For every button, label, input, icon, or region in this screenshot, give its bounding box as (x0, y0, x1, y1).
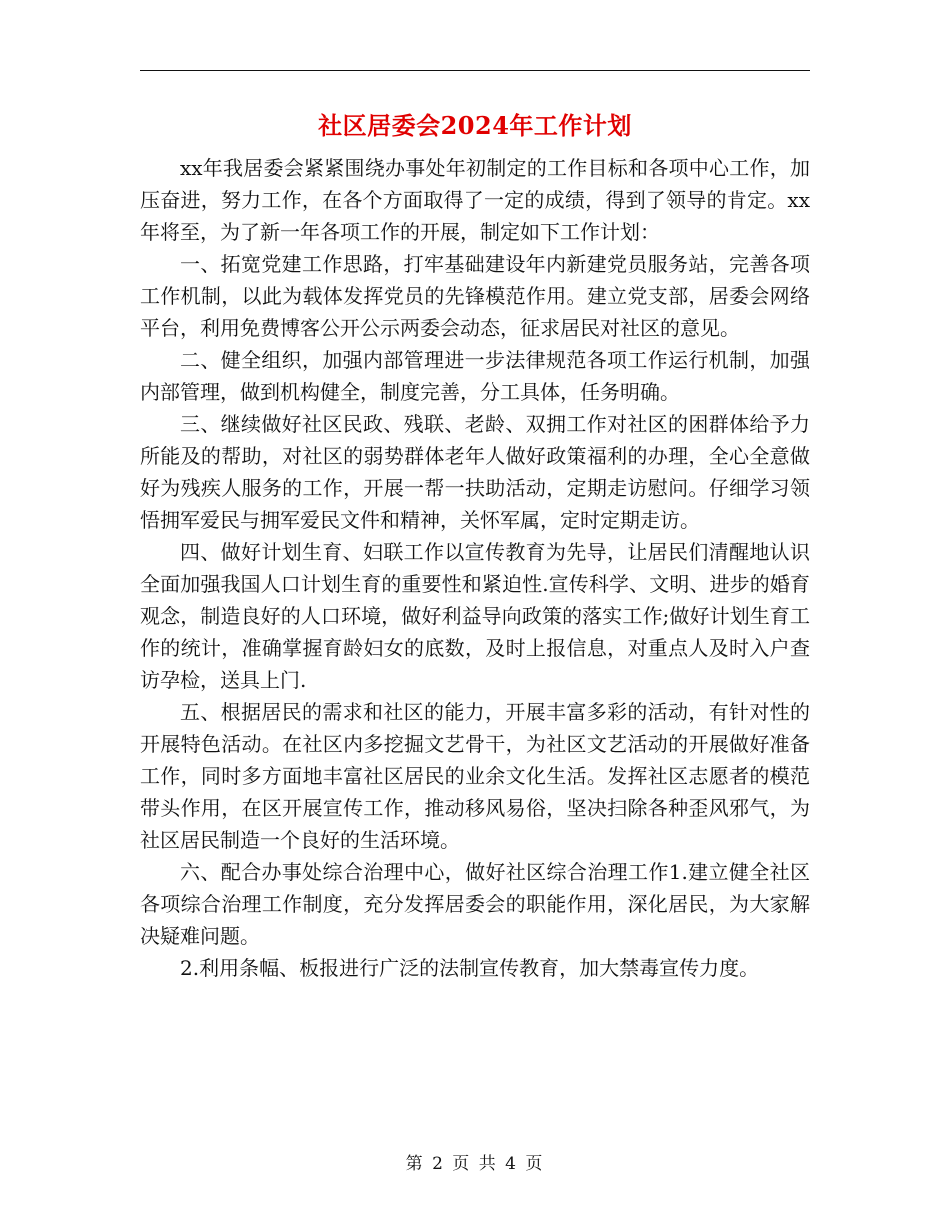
paragraph-intro: xx年我居委会紧紧围绕办事处年初制定的工作目标和各项中心工作，加压奋进，努力工作，在各个方面取得了一定的成绩，得到了领导的肯定。xx年将至，为了新一年各项工作的开展，制定如下工作计划： (140, 156, 810, 244)
document-body (140, 152, 810, 984)
paragraph-section-4: 四、做好计划生育、妇联工作以宣传教育为先导，让居民们清醒地认识全面加强我国人口计划生育的重要性和紧迫性.宣传科学、文明、进步的婚育观念，制造良好的人口环境，做好利益导向政策的落实工作;做好计划生育工作的统计，准确掌握育龄妇女的底数，及时上报信息，对重点人及时入户查访孕检，送具上门. (140, 540, 810, 692)
page-number-footer: 第 2 页 共 4 页 (405, 1154, 545, 1174)
header-rule (140, 70, 810, 71)
paragraph-section-5: 五、根据居民的需求和社区的能力，开展丰富多彩的活动，有针对性的开展特色活动。在社区内多挖掘文艺骨干，为社区文艺活动的开展做好准备工作，同时多方面地丰富社区居民的业余文化生活。发挥社区志愿者的模范带头作用，在区开展宣传工作，推动移风易俗，坚决扫除各种歪风邪气，为社区居民制造一个良好的生活环境。 (140, 700, 810, 852)
paragraph-section-6: 六、配合办事处综合治理中心，做好社区综合治理工作1.建立健全社区各项综合治理工作制度，充分发挥居委会的职能作用，深化居民，为大家解决疑难问题。 (140, 860, 810, 948)
paragraph-section-3: 三、继续做好社区民政、残联、老龄、双拥工作对社区的困群体给予力所能及的帮助，对社区的弱势群体老年人做好政策福利的办理，全心全意做好为残疾人服务的工作，开展一帮一扶助活动，定期走访慰问。仔细学习领悟拥军爱民与拥军爱民文件和精神，关怀军属，定时定期走访。 (140, 412, 810, 532)
document-title: 社区居委会2024年工作计划 (318, 111, 632, 140)
paragraph-item-2: 2.利用条幅、板报进行广泛的法制宣传教育，加大禁毒宣传力度。 (180, 956, 760, 980)
paragraph-section-2: 二、健全组织，加强内部管理进一步法律规范各项工作运行机制，加强内部管理，做到机构健全，制度完善，分工具体，任务明确。 (140, 348, 810, 404)
paragraph-section-1: 一、拓宽党建工作思路，打牢基础建设年内新建党员服务站，完善各项工作机制，以此为载体发挥党员的先锋模范作用。建立党支部，居委会网络平台，利用免费博客公开公示两委会动态，征求居民对社区的意见。 (140, 252, 810, 340)
